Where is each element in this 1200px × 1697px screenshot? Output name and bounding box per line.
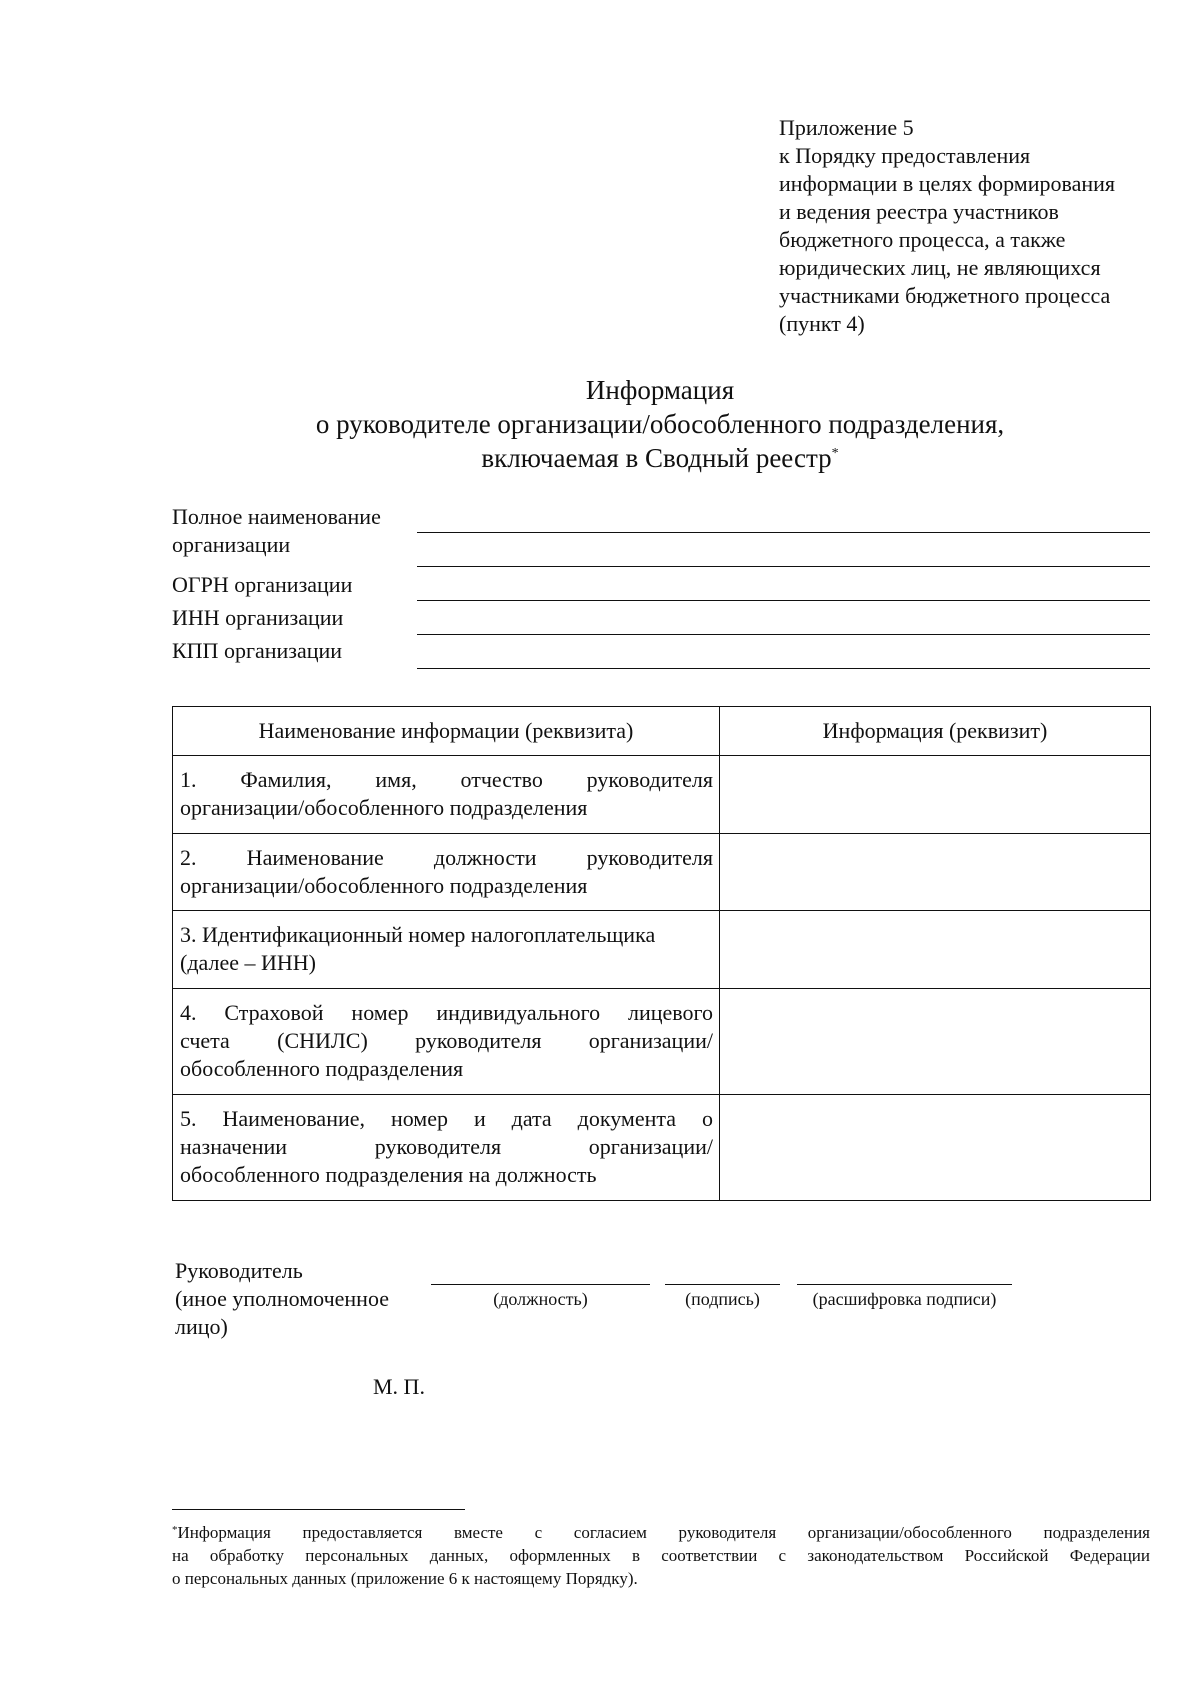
table-row <box>173 834 1151 911</box>
title-line-3-text: включаемая в Сводный реестр <box>481 443 832 473</box>
requisite-name-cell <box>173 1095 720 1201</box>
appendix-line: информации в целях формирования <box>779 171 1115 196</box>
header-requisite-value: Информация (реквизит) <box>720 707 1151 756</box>
footnote-divider <box>172 1509 465 1510</box>
kpp-input-line[interactable] <box>417 668 1150 669</box>
document-title <box>170 373 1150 475</box>
appendix-note <box>779 114 1189 338</box>
appendix-line: (пункт 4) <box>779 311 865 336</box>
footnote-line: о персональных данных (приложение 6 к настоящему Порядку). <box>172 1569 638 1588</box>
footnote <box>172 1521 1150 1590</box>
requisite-name-cell <box>173 756 720 834</box>
signature-input-line[interactable] <box>665 1284 780 1285</box>
appendix-line: участниками бюджетного процесса <box>779 283 1111 308</box>
requisite-value-cell[interactable] <box>720 989 1151 1095</box>
inn-input-line[interactable] <box>417 634 1150 635</box>
requisite-line: 1. Фамилия, имя, отчество руководителя <box>180 767 713 792</box>
appendix-line: юридических лиц, не являющихся <box>779 255 1101 280</box>
requisite-line: обособленного подразделения <box>180 1056 464 1081</box>
full-name-label-line-1: Полное наименование <box>172 504 381 529</box>
info-table <box>172 706 1151 1201</box>
inn-label: ИНН организации <box>172 605 344 630</box>
signatory-label-line: лицо) <box>175 1314 228 1339</box>
requisite-name-cell <box>173 911 720 989</box>
header-requisite-name: Наименование информации (реквизита) <box>173 707 720 756</box>
table-row <box>173 989 1151 1095</box>
requisite-name-cell <box>173 989 720 1095</box>
footnote-mark: * <box>172 1524 178 1536</box>
footnote-line-1-text: Информация предоставляется вместе с согласием руководителя организации/обособленного подразделения <box>177 1523 1150 1542</box>
appendix-line: к Порядку предоставления <box>779 143 1031 168</box>
signatory-label-line: Руководитель <box>175 1258 303 1283</box>
table-row <box>173 1095 1151 1201</box>
full-name-label-line-2: организации <box>172 532 291 557</box>
requisite-line: назначении руководителя организации/ <box>180 1134 713 1159</box>
title-footnote-mark: * <box>831 446 839 461</box>
signatory-label <box>175 1257 389 1341</box>
signature-decoding-caption: (расшифровка подписи) <box>812 1289 997 1309</box>
requisite-line: организации/обособленного подразделения <box>180 873 588 898</box>
position-caption: (должность) <box>493 1289 588 1309</box>
signature-caption: (подпись) <box>685 1289 760 1309</box>
requisite-line: организации/обособленного подразделения <box>180 795 588 820</box>
kpp-label: КПП организации <box>172 638 343 663</box>
requisite-value-cell[interactable] <box>720 834 1151 911</box>
requisite-line: 3. Идентификационный номер налогоплательщика <box>180 922 656 947</box>
requisite-line: обособленного подразделения на должность <box>180 1162 597 1187</box>
requisite-value-cell[interactable] <box>720 756 1151 834</box>
title-line-2: о руководителе организации/обособленного подразделения, <box>315 409 1005 439</box>
requisite-name-cell <box>173 834 720 911</box>
position-input-line[interactable] <box>431 1284 650 1285</box>
appendix-line: бюджетного процесса, а также <box>779 227 1066 252</box>
requisite-line: счета (СНИЛС) руководителя организации/ <box>180 1028 713 1053</box>
ogrn-input-line[interactable] <box>417 600 1150 601</box>
title-line-1: Информация <box>585 375 735 405</box>
table-row <box>173 911 1151 989</box>
title-line-3 <box>170 441 1150 475</box>
footnote-line: на обработку персональных данных, оформленных в соответствии с законодательством Российской Федерации <box>172 1546 1150 1565</box>
footnote-line <box>172 1521 1150 1544</box>
requisite-line: 4. Страховой номер индивидуального лицевого <box>180 1000 713 1025</box>
stamp-place: М. П. <box>373 1374 425 1399</box>
signature-decoding-input-line[interactable] <box>797 1284 1012 1285</box>
ogrn-label: ОГРН организации <box>172 572 353 597</box>
table-header-row <box>173 707 1151 756</box>
requisite-value-cell[interactable] <box>720 1095 1151 1201</box>
table-row <box>173 756 1151 834</box>
signatory-label-line: (иное уполномоченное <box>175 1286 389 1311</box>
requisite-value-cell[interactable] <box>720 911 1151 989</box>
appendix-line: и ведения реестра участников <box>779 199 1059 224</box>
requisite-line: 2. Наименование должности руководителя <box>180 845 713 870</box>
appendix-line: Приложение 5 <box>779 115 914 140</box>
requisite-line: 5. Наименование, номер и дата документа о <box>180 1106 713 1131</box>
requisite-line: (далее – ИНН) <box>180 950 316 975</box>
full-name-input-line-2[interactable] <box>417 566 1150 567</box>
full-name-input-line-1[interactable] <box>417 532 1150 533</box>
